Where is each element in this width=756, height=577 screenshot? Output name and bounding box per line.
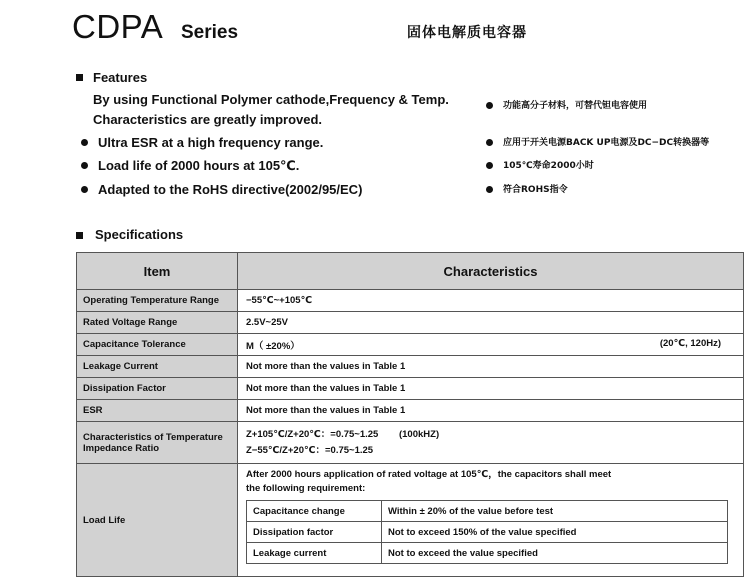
features-intro-line-2: Characteristics are greatly improved. [93,112,323,127]
sub-label: Leakage current [247,543,382,564]
load-life-text: the following requirement: [246,483,366,494]
feature-bullet: Load life of 2000 hours at 105℃. [98,158,300,173]
row-value: Z−55℃/Z+20℃：=0.75~1.25 [246,444,374,456]
features-heading: Features [93,70,148,85]
sub-label: Capacitance change [247,501,382,522]
feature-bullet-cn: 功能高分子材料，可替代钽电容使用 [503,101,648,111]
feature-bullet-cn: 105℃寿命2000小时 [503,161,594,171]
bullet-dot-icon [81,186,88,193]
features-square-icon [76,74,83,81]
column-header-item: Item [77,253,238,290]
bullet-dot-icon [486,102,493,109]
row-label: Leakage Current [77,356,238,378]
column-header-characteristics: Characteristics [238,253,744,290]
load-life-text: After 2000 hours application of rated voltage at 105℃，the capacitors shall meet [246,469,612,480]
row-value-cell [238,422,744,464]
feature-bullet: Ultra ESR at a high frequency range. [98,135,324,150]
row-value-cell [238,334,744,356]
table-row [247,543,728,564]
bullet-dot-icon [81,139,88,146]
table-row [77,356,744,378]
row-label: Capacitance Tolerance [77,334,238,356]
table-row [247,522,728,543]
bullet-dot-icon [486,162,493,169]
row-note: (20℃, 120Hz) [659,337,721,349]
row-label: Characteristics of Temperature Impedance Ratio [77,422,238,464]
table-row [77,290,744,312]
row-value: M（ ±20%） [246,340,300,352]
row-value: Not more than the values in Table 1 [238,400,744,422]
load-life-cell [238,464,744,577]
row-value: −55℃~+105℃ [238,290,744,312]
row-label: Rated Voltage Range [77,312,238,334]
row-label: Load Life [77,464,238,577]
bullet-dot-icon [486,186,493,193]
feature-bullet-cn: 符合ROHS指令 [503,185,568,195]
table-row [77,378,744,400]
table-row [77,312,744,334]
feature-bullet: Adapted to the RoHS directive(2002/95/EC) [98,182,363,197]
sub-value: Not to exceed the value specified [382,543,728,564]
row-label: Dissipation Factor [77,378,238,400]
title-chinese: 固体电解质电容器 [407,25,527,41]
table-row [77,400,744,422]
bullet-dot-icon [81,162,88,169]
specifications-square-icon [76,232,83,239]
series-label: Series [181,22,239,43]
row-value: Not more than the values in Table 1 [238,378,744,400]
sub-value: Not to exceed 150% of the value specified [382,522,728,543]
table-row [77,464,744,577]
specifications-heading: Specifications [95,227,184,242]
feature-bullet-cn: 应用于开关电源BACK UP电源及DC−DC转换器等 [503,138,710,148]
row-value: Z+105℃/Z+20℃：=0.75~1.25 [246,428,379,440]
row-label: Operating Temperature Range [77,290,238,312]
table-row [77,422,744,464]
bullet-dot-icon [486,139,493,146]
table-row [77,334,744,356]
sub-value: Within ± 20% of the value before test [382,501,728,522]
row-label: ESR [77,400,238,422]
load-life-subtable [246,500,728,564]
sub-label: Dissipation factor [247,522,382,543]
table-header-row [77,253,744,290]
table-row [247,501,728,522]
features-intro-line-1: By using Functional Polymer cathode,Frequency & Temp. [93,92,449,107]
specifications-table [76,252,744,577]
product-title: CDPA [72,8,164,45]
row-value: 2.5V~25V [238,312,744,334]
row-note: (100kHZ) [398,428,440,440]
row-value: Not more than the values in Table 1 [238,356,744,378]
